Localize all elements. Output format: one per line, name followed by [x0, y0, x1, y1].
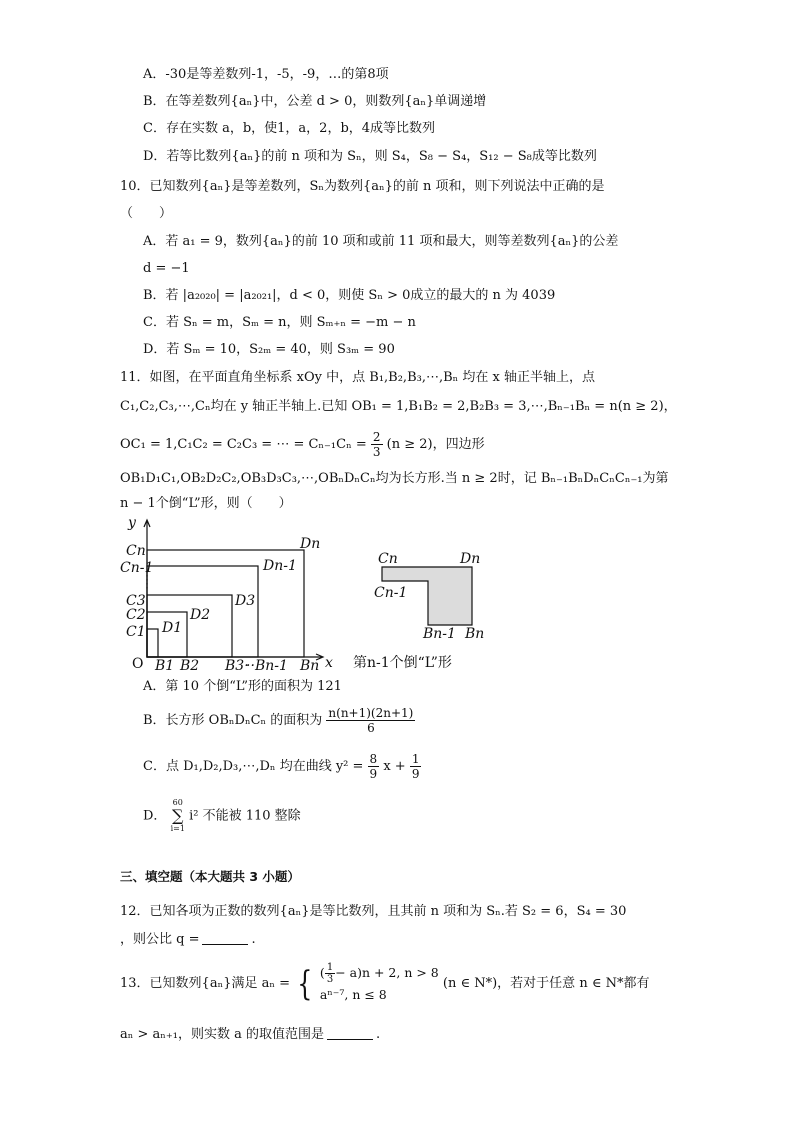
fig-label-d3: D3 — [235, 593, 256, 609]
q9-option-c: C．存在实数 a，b，使1，a，2，b，4成等比数列 — [143, 121, 436, 136]
q10-option-d: D．若 Sₘ = 10，S₂ₘ = 40，则 S₃ₘ = 90 — [143, 342, 395, 357]
q11-stem-line1: 11．如图，在平面直角坐标系 xOy 中，点 B₁,B₂,B₃,⋯,Bₙ 均在 x 轴正半轴上，点 — [120, 370, 596, 385]
piecewise-case-1 — [320, 962, 439, 985]
fig-label-d2: D2 — [190, 607, 211, 623]
q10-answer-paren: （ ） — [120, 206, 173, 221]
q11-quadrilateral-label: (n ≥ 2)，四边形 — [386, 437, 485, 452]
q11-option-a: A．第 10 个倒“L”形的面积为 121 — [143, 679, 342, 694]
fraction-numerator: 8 — [369, 752, 378, 766]
fig-label-cn-1: Cn-1 — [120, 560, 154, 576]
fig-y-label: y — [128, 515, 136, 531]
piecewise-brace: { — [297, 963, 313, 1004]
q12-answer-blank[interactable] — [202, 931, 248, 945]
fig-label-b1: B1 — [155, 658, 175, 674]
fraction-numerator: 2 — [372, 430, 381, 444]
q12-stem-line1: 12．已知各项为正数的数列{aₙ}是等比数列，且其前 n 项和为 Sₙ.若 S₂ = 6，S₄ = 30 — [120, 904, 627, 919]
l-label-cn: Cn — [378, 551, 398, 567]
q11-option-d-label: D． — [143, 808, 167, 824]
fraction-numerator: 1 — [411, 752, 420, 766]
l-label-cn-1: Cn-1 — [374, 585, 408, 601]
l-label-dn: Dn — [460, 551, 481, 567]
q11-fraction-two-thirds — [371, 430, 383, 459]
fig-label-bn-1: Bn-1 — [255, 658, 288, 674]
q11-option-b-fraction — [326, 706, 415, 735]
q13-period: . — [376, 1027, 381, 1042]
l-label-bn: Bn — [465, 626, 485, 642]
q9-option-b: B．在等差数列{aₙ}中，公差 d > 0，则数列{aₙ}单调递增 — [143, 94, 487, 109]
l-caption: 第n-1个倒“L”形 — [353, 655, 452, 671]
rect-1 — [147, 629, 158, 657]
q11-option-c-fraction-2 — [410, 752, 422, 781]
q11-option-b-text: B．长方形 OBₙDₙCₙ 的面积为 — [143, 713, 323, 728]
summation — [171, 798, 185, 834]
fig-label-dn-1: Dn-1 — [263, 558, 297, 574]
q13-stem-line2 — [120, 1026, 380, 1044]
q11-option-d-text: 不能被 110 整除 — [202, 808, 301, 824]
fraction-denominator: 9 — [369, 767, 378, 781]
q10-stem: 10．已知数列{aₙ}是等差数列，Sₙ为数列{aₙ}的前 n 项和，则下列说法中正确的是 — [120, 179, 605, 194]
fraction-denominator: 9 — [411, 767, 420, 781]
fig-label-cn: Cn — [126, 543, 146, 559]
q9-option-d: D．若等比数列{aₙ}的前 n 项和为 Sₙ，则 S₄，S₈ − S₄，S₁₂ − S₈成等比数列 — [143, 149, 597, 164]
piecewise-case-2: aⁿ⁻⁷, n ≤ 8 — [319, 987, 387, 1002]
q11-oc-lengths: OC₁ = 1,C₁C₂ = C₂C₃ = ⋯ = Cₙ₋₁Cₙ = — [120, 437, 367, 452]
sum-term: i² — [189, 808, 199, 824]
q13-condition: (n ∈ N*)，若对于任意 n ∈ N*都有 — [442, 976, 650, 991]
fraction-numerator: n(n+1)(2n+1) — [328, 706, 414, 720]
q11-option-c-fraction-1 — [368, 752, 380, 781]
q11-option-c — [143, 752, 421, 781]
fig-label-bn: Bn — [300, 658, 320, 674]
q10-option-b: B．若 |a₂₀₂₀| = |a₂₀₂₁|，d < 0，则使 Sₙ > 0成立的最大的 n 为 4039 — [143, 288, 556, 303]
q9-option-a: A．-30是等差数列-1，-5，-9，…的第8项 — [143, 67, 389, 82]
l-label-bn-1: Bn-1 — [423, 626, 456, 642]
fig-origin-label: O — [132, 656, 144, 672]
q11-stem-line4: OB₁D₁C₁,OB₂D₂C₂,OB₃D₃C₃,⋯,OBₙDₙCₙ均为长方形.当 n ≥ 2时，记 Bₙ₋₁BₙDₙCₙCₙ₋₁为第 — [120, 471, 669, 486]
q10-option-c: C．若 Sₙ = m，Sₘ = n，则 Sₘ₊ₙ = −m − n — [143, 315, 416, 330]
q12-question-text: ，则公比 q = — [120, 932, 200, 947]
fig-label-b3: B3· — [225, 658, 249, 674]
q11-stem-line3 — [120, 430, 485, 459]
fraction-numerator: 1 — [326, 962, 334, 973]
q13-question-text: aₙ > aₙ₊₁，则实数 a 的取值范围是 — [120, 1027, 324, 1042]
q11-figure — [110, 515, 510, 675]
sum-upper-limit: 60 — [172, 798, 183, 807]
q13-answer-blank[interactable] — [327, 1026, 373, 1040]
fig-label-b2: B2 — [180, 658, 200, 674]
sum-sigma: ∑ — [172, 806, 184, 825]
fraction-denominator: 3 — [326, 974, 334, 985]
fig-label-c2: C2 — [126, 607, 146, 623]
q11-option-c-mid: x + — [383, 759, 406, 774]
fig-label-dots: ·· — [246, 658, 255, 674]
fig-x-label: x — [325, 655, 333, 671]
fraction-denominator: 6 — [367, 721, 375, 735]
fig-label-d1: D1 — [162, 620, 183, 636]
case1-fraction — [325, 962, 335, 985]
sum-lower-limit: i=1 — [170, 824, 185, 833]
piecewise-cases — [320, 962, 439, 1005]
fig-label-dn: Dn — [300, 536, 321, 552]
q10-option-a-line2: d = −1 — [143, 261, 190, 276]
rect-3 — [147, 595, 232, 657]
case1-open-paren: ( — [319, 965, 325, 980]
q11-stem-line5: n − 1个倒“L”形，则（ ） — [120, 496, 292, 511]
fig-label-c1: C1 — [126, 624, 146, 640]
fig-label-c3: C3 — [126, 593, 146, 609]
case1-rest: − a)n + 2, n > 8 — [335, 965, 439, 980]
q11-option-c-text: C．点 D₁,D₂,D₃,⋯,Dₙ 均在曲线 y² = — [143, 759, 364, 774]
q10-option-a-line1: A．若 a₁ = 9，数列{aₙ}的前 10 项和或前 11 项和最大，则等差数列{aₙ}的公差 — [143, 234, 619, 249]
q11-option-b — [143, 706, 415, 735]
fraction-denominator: 3 — [372, 445, 381, 459]
section-title-fill-in: 三、填空题（本大题共 3 小题） — [120, 869, 300, 884]
q13-intro: 13．已知数列{aₙ}满足 aₙ = — [120, 976, 290, 991]
q12-period: . — [251, 932, 256, 947]
q12-stem-line2 — [120, 931, 256, 949]
q11-option-d — [143, 798, 301, 834]
q13-stem-line1 — [120, 962, 649, 1005]
q11-stem-line2: C₁,C₂,C₃,⋯,Cₙ均在 y 轴正半轴上.已知 OB₁ = 1,B₁B₂ = 2,B₂B₃ = 3,⋯,Bₙ₋₁Bₙ = n(n ≥ 2)， — [120, 399, 677, 414]
